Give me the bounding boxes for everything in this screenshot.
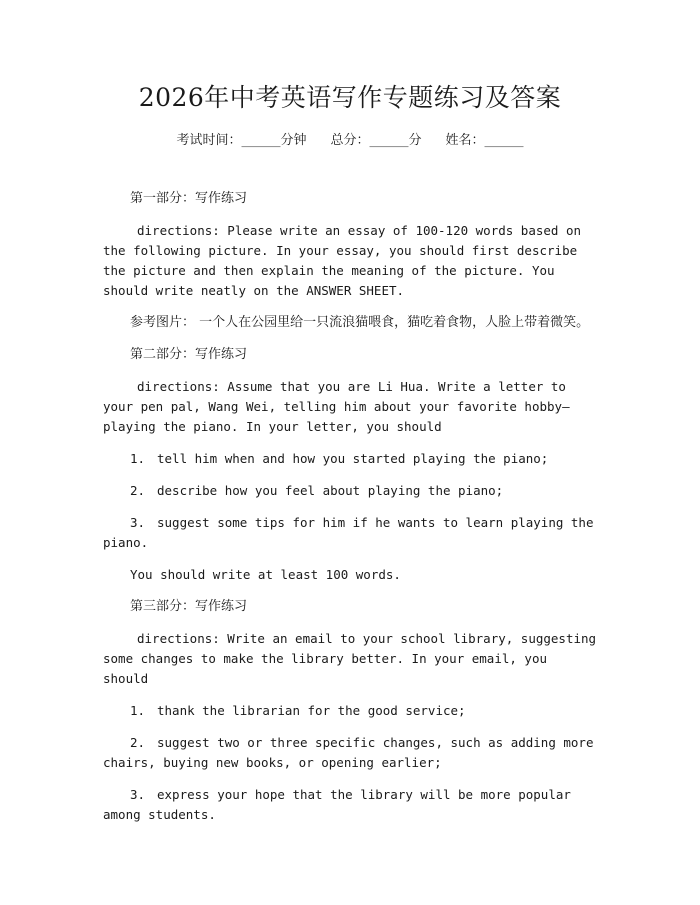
total-score-field: 总分：______分: [330, 133, 422, 148]
section2-item: 3. suggest some tips for him if he wants to learn playing the piano.: [103, 515, 594, 550]
exam-time-field: 考试时间：______分钟: [176, 133, 307, 148]
section1-reference: 参考图片： 一个人在公园里给一只流浪猫喂食，猫吃着食物，人脸上带着微笑。: [130, 315, 590, 330]
name-field: 姓名：______: [445, 133, 524, 148]
section2-item: 1. tell him when and how you started playing the piano;: [130, 451, 549, 466]
section3-item: 2. suggest two or three specific changes, such as adding more chairs, buying new books, or opening earlier;: [103, 735, 594, 770]
section3-item: 3. express your hope that the library will be more popular among students.: [103, 787, 571, 822]
section3-directions: directions: Write an email to your school library, suggesting some changes to make the library better. In your email, you should: [103, 631, 597, 686]
document-body: [103, 189, 598, 837]
section1-heading: 第一部分：写作练习: [130, 191, 248, 206]
section3-heading: 第三部分：写作练习: [130, 599, 248, 614]
document-title: 2026年中考英语写作专题练习及答案: [138, 83, 562, 112]
section2-note: You should write at least 100 words.: [130, 567, 401, 582]
section2-directions: directions: Assume that you are Li Hua. Write a letter to your pen pal, Wang Wei, telling him about your favorite hobby—playing the piano. In your letter, you should: [103, 379, 570, 434]
section1-directions: directions: Please write an essay of 100-120 words based on the following picture. In your essay, you should first describe the picture and then explain the meaning of the picture. You should write neatly on the ANSWER SHEET.: [103, 223, 582, 298]
section3-item: 1. thank the librarian for the good service;: [130, 703, 466, 718]
exam-info-line: [0, 131, 700, 151]
section2-heading: 第二部分：写作练习: [130, 347, 248, 362]
section2-item: 2. describe how you feel about playing the piano;: [130, 483, 504, 498]
